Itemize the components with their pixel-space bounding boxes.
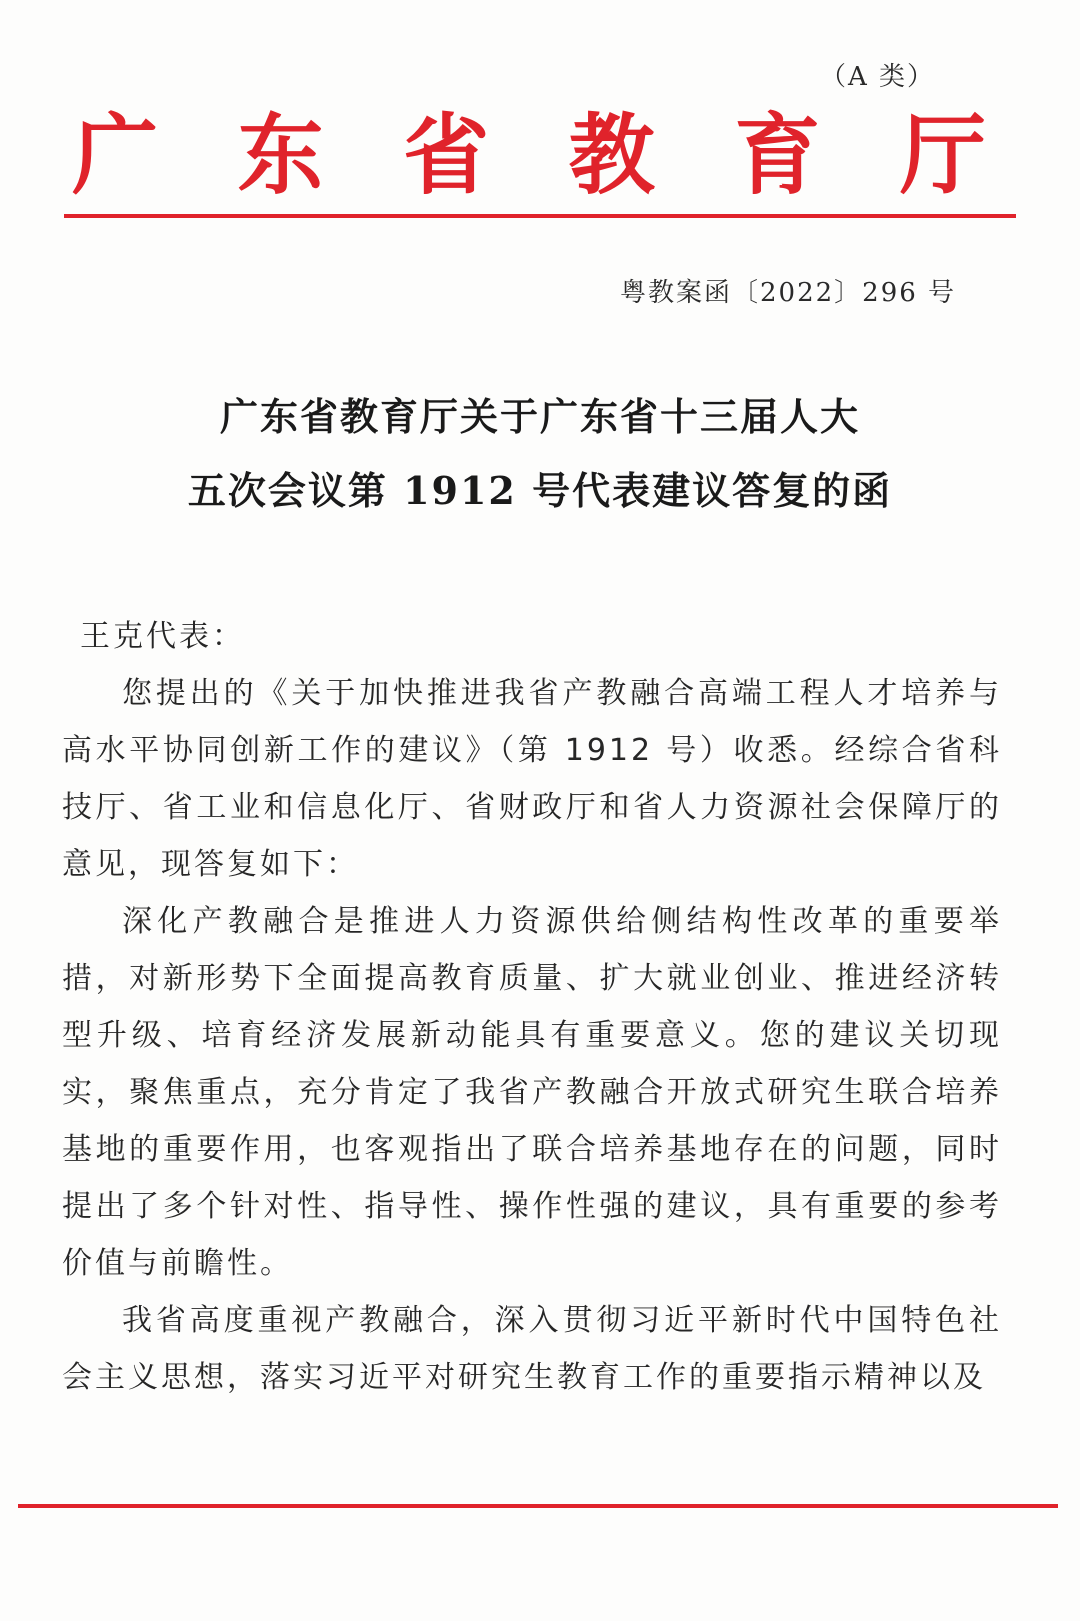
title-line: 广东省教育厅关于广东省十三届人大 bbox=[219, 394, 860, 439]
footer-divider bbox=[18, 1504, 1058, 1508]
salutation: 王克代表： bbox=[80, 619, 245, 654]
org-char: 教 bbox=[568, 103, 655, 207]
document-title bbox=[100, 380, 980, 528]
document-body bbox=[62, 608, 1002, 1406]
document-category: （A 类） bbox=[820, 62, 936, 92]
document-number: 粤教案函〔2022〕296 号 bbox=[620, 278, 957, 308]
header-divider bbox=[64, 214, 1016, 218]
body-paragraph: 我省高度重视产教融合，深入贯彻习近平新时代中国特色社会主义思想，落实习近平对研究生教育工作的重要指示精神以及 bbox=[62, 1303, 1002, 1395]
org-char: 厅 bbox=[899, 103, 986, 207]
title-line: 五次会议第 1912 号代表建议答复的函 bbox=[187, 468, 893, 513]
org-char: 省 bbox=[403, 103, 490, 207]
org-char: 育 bbox=[734, 103, 821, 207]
org-char: 东 bbox=[237, 103, 324, 207]
body-paragraph: 您提出的《关于加快推进我省产教融合高端工程人才培养与高水平协同创新工作的建议》（第 1912 号）收悉。经综合省科技厅、省工业和信息化厅、省财政厅和省人力资源社会保障厅的意见，现答复如下： bbox=[62, 676, 1002, 882]
body-paragraph: 深化产教融合是推进人力资源供给侧结构性改革的重要举措，对新形势下全面提高教育质量、扩大就业创业、推进经济转型升级、培育经济发展新动能具有重要意义。您的建议关切现实，聚焦重点，充分肯定了我省产教融合开放式研究生联合培养基地的重要作用，也客观指出了联合培养基地存在的问题，同时提出了多个针对性、指导性、操作性强的建议，具有重要的参考价值与前瞻性。 bbox=[62, 904, 1002, 1281]
issuing-organization bbox=[64, 103, 994, 207]
org-char: 广 bbox=[72, 103, 158, 207]
